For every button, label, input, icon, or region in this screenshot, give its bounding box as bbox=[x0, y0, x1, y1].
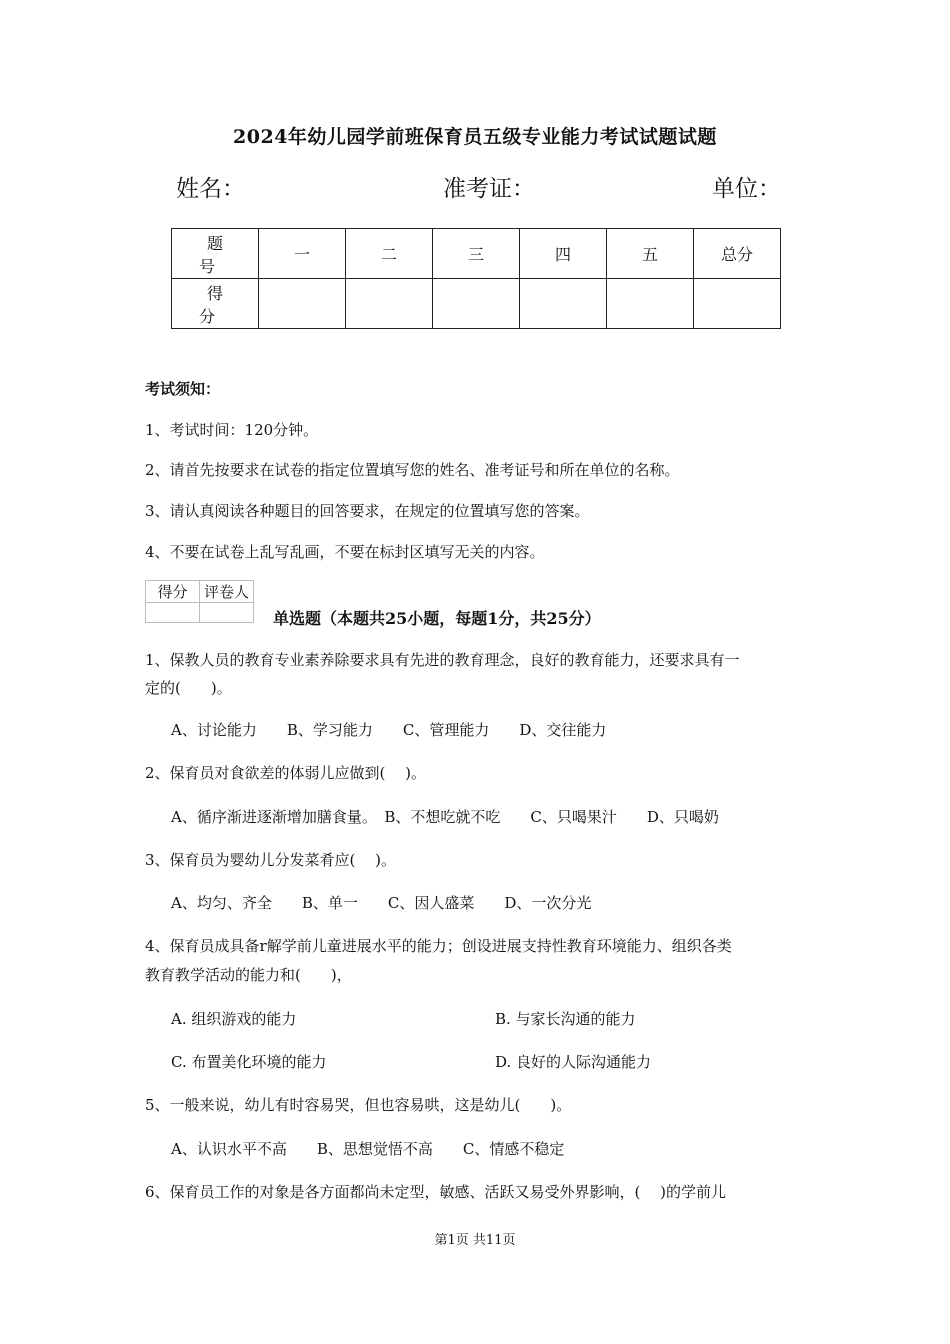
score-input-cell[interactable] bbox=[346, 279, 433, 329]
grader-name-label: 评卷人 bbox=[200, 581, 254, 603]
question-options: A、均匀、齐全 B、单一 C、因人盛菜 D、一次分光 bbox=[171, 894, 592, 912]
score-input-cell[interactable] bbox=[607, 279, 694, 329]
grader-name-cell[interactable] bbox=[200, 603, 254, 623]
question-options: A、讨论能力 B、学习能力 C、管理能力 D、交往能力 bbox=[171, 721, 607, 739]
score-header-cell: 一 bbox=[259, 229, 346, 279]
notice-heading: 考试须知： bbox=[145, 380, 221, 398]
score-header-cell: 三 bbox=[433, 229, 520, 279]
score-header-cell: 题 号 bbox=[172, 229, 259, 279]
question-options: A、认识水平不高 B、思想觉悟不高 C、情感不稳定 bbox=[171, 1140, 565, 1158]
question-text: 5、一般来说，幼儿有时容易哭，但也容易哄，这是幼儿( )。 bbox=[145, 1096, 572, 1114]
score-input-cell[interactable] bbox=[694, 279, 781, 329]
question-option-b: B. 与家长沟通的能力 bbox=[495, 1010, 636, 1028]
unit-field-label: 单位： bbox=[712, 176, 781, 202]
notice-item: 4、不要在试卷上乱写乱画，不要在标封区填写无关的内容。 bbox=[145, 543, 545, 561]
question-text: 3、保育员为婴幼儿分发菜肴应( )。 bbox=[145, 851, 397, 869]
question-text: 6、保育员工作的对象是各方面都尚未定型，敏感、活跃又易受外界影响，( )的学前儿 bbox=[145, 1183, 727, 1201]
notice-item: 2、请首先按要求在试卷的指定位置填写您的姓名、准考证号和所在单位的名称。 bbox=[145, 461, 680, 479]
exam-id-field-label: 准考证： bbox=[443, 176, 535, 202]
question-text: 2、保育员对食欲差的体弱儿应做到( )。 bbox=[145, 764, 427, 782]
question-text: 教育教学活动的能力和( )， bbox=[145, 966, 352, 984]
score-header-cell: 四 bbox=[520, 229, 607, 279]
score-input-cell[interactable] bbox=[520, 279, 607, 329]
name-field-label: 姓名： bbox=[176, 176, 245, 202]
question-option-a: A. 组织游戏的能力 bbox=[171, 1010, 297, 1028]
score-table-score-row bbox=[172, 279, 781, 329]
score-header-cell: 二 bbox=[346, 229, 433, 279]
score-header-cell: 五 bbox=[607, 229, 694, 279]
question-text: 定的( )。 bbox=[145, 679, 232, 697]
page-footer: 第1页 共11页 bbox=[434, 1233, 516, 1248]
score-input-cell[interactable] bbox=[433, 279, 520, 329]
question-text: 4、保育员成具备r解学前儿童进展水平的能力；创设进展支持性教育环境能力、组织各类 bbox=[145, 937, 732, 955]
section-title: 单选题（本题共25小题，每题1分，共25分） bbox=[273, 609, 601, 628]
notice-item: 1、考试时间：120分钟。 bbox=[145, 421, 319, 439]
score-table bbox=[171, 228, 781, 329]
score-input-cell[interactable] bbox=[259, 279, 346, 329]
score-row-label: 得 分 bbox=[172, 279, 259, 329]
question-options: A、循序渐进逐渐增加膳食量。 B、不想吃就不吃 C、只喝果汁 D、只喝奶 bbox=[171, 808, 719, 826]
notice-item: 3、请认真阅读各种题目的回答要求，在规定的位置填写您的答案。 bbox=[145, 502, 590, 520]
score-table-header-row bbox=[172, 229, 781, 279]
question-option-d: D. 良好的人际沟通能力 bbox=[495, 1053, 652, 1071]
grader-table bbox=[145, 580, 254, 623]
grader-score-cell[interactable] bbox=[146, 603, 200, 623]
question-text: 1、保教人员的教育专业素养除要求具有先进的教育理念，良好的教育能力，还要求具有一 bbox=[145, 651, 740, 669]
score-header-cell: 总分 bbox=[694, 229, 781, 279]
grader-score-label: 得分 bbox=[146, 581, 200, 603]
exam-title: 2024年幼儿园学前班保育员五级专业能力考试试题试题 bbox=[233, 126, 717, 148]
question-option-c: C. 布置美化环境的能力 bbox=[171, 1053, 327, 1071]
